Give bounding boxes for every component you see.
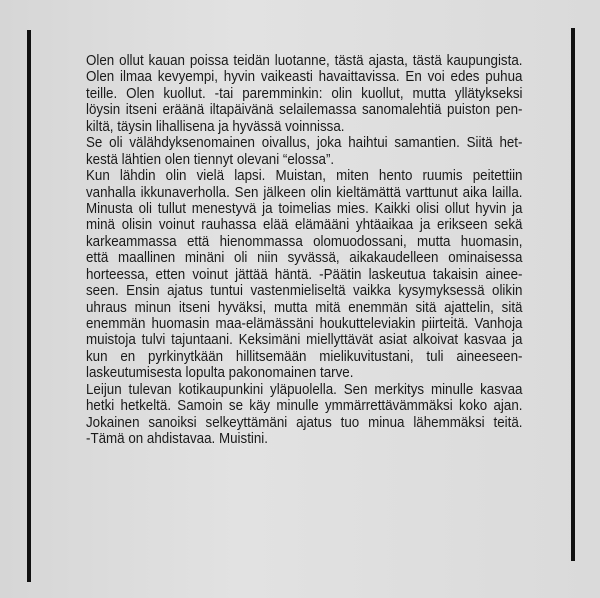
text-line: horteessa, etten voinut jättää häntä. -Päätin laskeutua takaisin ainee- [86, 265, 523, 283]
text-line: uhraus minun itseni hyväksi, mutta mitä enemmän sitä ajattelin, sitä [86, 298, 523, 316]
right-vertical-rule [571, 28, 575, 561]
text-line: seen. Ensin ajatus tuntui vastenmieliseltä vaikka kysymyksessä olikin [86, 282, 523, 300]
text-line: Leijun tulevan kotikaupunkini yläpuolella. Sen merkitys minulle kasvaa [86, 380, 523, 398]
text-line: kun en pyrkinytkään hillitsemään mielikuvitustani, tuli aineeseen- [86, 347, 523, 365]
text-line: hetki hetkeltä. Samoin se käy minulle ymmärrettävämmäksi koko ajan. [86, 397, 523, 415]
body-text [86, 53, 522, 448]
text-line: kiltä, täysin lihallisena ja hyvässä voinnissa. [86, 117, 345, 135]
text-line: että maallinen minäni oli niin syvässä, aikakaudelleen ominaisessa [86, 249, 523, 267]
text-line: -Tämä on ahdistavaa. Muistini. [86, 430, 268, 448]
text-line: Olen ilmaa kevyempi, hyvin vaikeasti havaittavissa. En voi edes puhua [86, 68, 523, 86]
left-vertical-rule [27, 30, 31, 582]
text-line: teille. Olen kuollut. -tai paremminkin: olin kuollut, mutta yllätykseksi [86, 84, 523, 102]
text-line: löysin itseni eräänä iltapäivänä selailemassa sanomalehtiä puiston pen- [86, 101, 523, 119]
text-line: Olen ollut kauan poissa teidän luotanne, tästä ajasta, tästä kaupungista. [86, 52, 523, 69]
text-line: Se oli välähdyksenomainen oivallus, joka haihtui samantien. Siitä het- [86, 134, 523, 152]
text-line: muistoja tulvi tajuntaani. Keksimäni miellyttävät asiat alkoivat kasvaa ja [86, 331, 523, 349]
text-line: vanhalla ikkunaverholla. Sen jälkeen olin kieltämättä varttunut aika lailla. [86, 183, 523, 201]
text-line: minä olisin voinut rauhassa elää elämääni yhtäaikaa ja erikseen sekä [86, 216, 523, 234]
text-line: Jokainen sanoiksi selkeyttämäni ajatus tuo minua lähemmäksi teitä. [86, 413, 523, 431]
text-line: Minusta oli tullut menestyvä ja toimelias mies. Kaikki olisi ollut hyvin ja [86, 199, 523, 217]
text-line: laskeutumisesta lopulta pakonomainen tarve. [86, 364, 354, 382]
text-line: karkeammassa että hienommassa olomuodossani, mutta huomasin, [86, 232, 523, 250]
text-line: enemmän huomasin maa-elämässäni houkutteleviakin piirteitä. Vanhoja [86, 315, 523, 332]
text-line: Kun lähdin olin vielä lapsi. Muistan, miten hento ruumis peitettiin [86, 167, 523, 185]
text-line: kestä lähtien olen tiennyt olevani “elossa”. [86, 150, 335, 168]
